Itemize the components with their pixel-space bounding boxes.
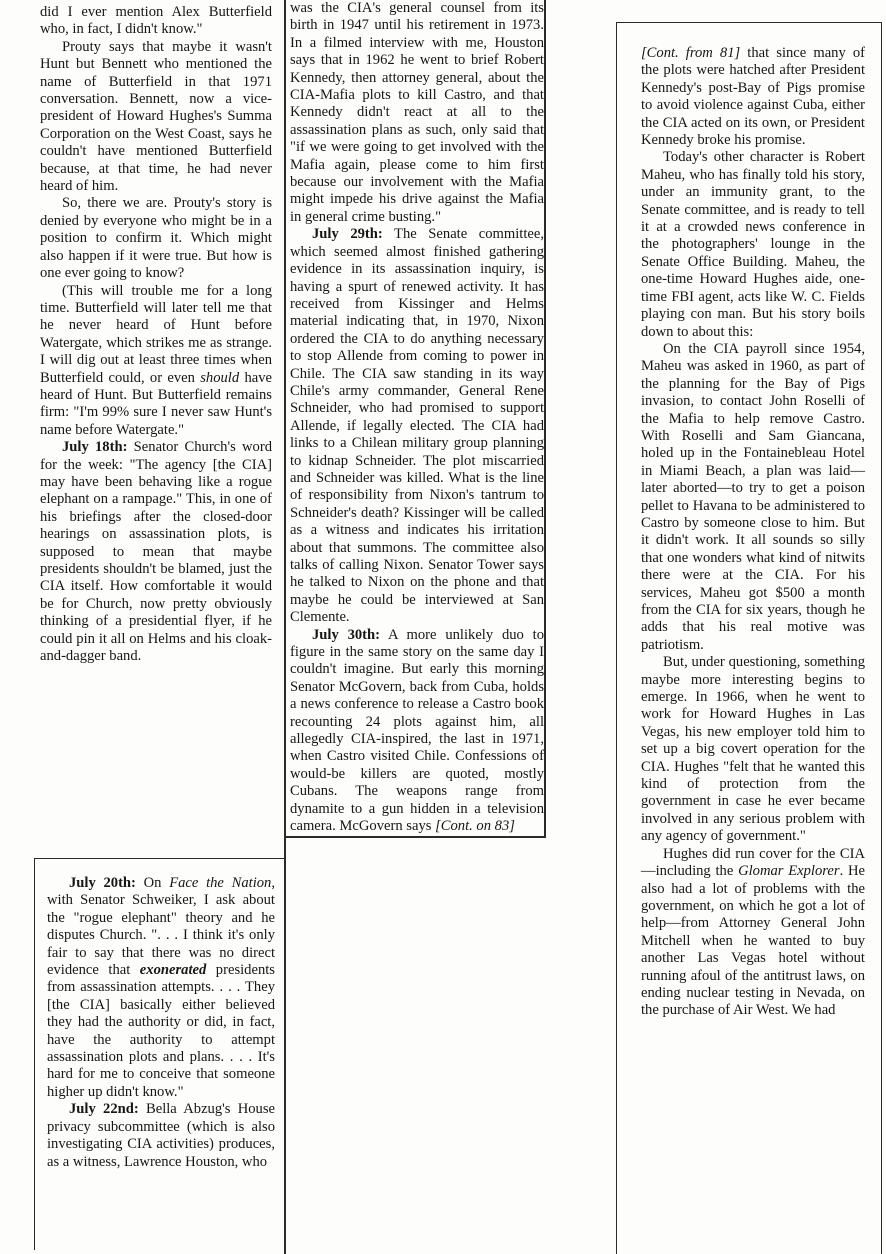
text-run: have heard of Hunt. But Butterfield remains firm: "I'm 99% sure I never saw Hunt's name before Watergate." — [40, 369, 272, 438]
paragraph — [641, 45, 865, 149]
boxed-section-text — [47, 875, 275, 1171]
column-3-text — [641, 45, 865, 1020]
emphasis: should — [200, 369, 240, 386]
paragraph: was the CIA's general counsel from its birth in 1947 until his retirement in 1973. In a filmed interview with me, Houston says that in 1962 he went to brief Robert Kennedy, then attorney general, about the CIA-Mafia plots to kill Castro, and that Kennedy didn't react at all to the assassination plans as such, only said that "if we were going to get involved with the Mafia again, please come to him first because our involvement with the Mafia might impede his drive against the Mafia in general crime busting." — [290, 0, 544, 225]
paragraph: But, under questioning, something maybe more interesting begins to emerge. In 1966, when he went to work for Howard Hughes in Las Vegas, his new employer told him to set up a big covert operation for the CIA. Hughes "felt that he wanted this kind of protection from the government in case he ever became involved in any serious problem with any agency of government." — [641, 654, 865, 845]
paragraph — [40, 283, 272, 440]
text-run: (This will trouble me for a long time. Butterfield will later tell me that he never heard of Hunt before Watergate, which strikes me as strange. I will dig out at least three times when Butterfield could, or even — [40, 282, 272, 386]
continuation-note: [Cont. from 81] — [641, 45, 741, 61]
text-run: Hughes did run cover for the CIA—including the — [641, 845, 865, 880]
date-heading: July 22nd: — [69, 1101, 139, 1118]
date-heading: July 30th: — [312, 626, 380, 643]
column-rule-right — [544, 0, 546, 838]
paragraph — [47, 875, 275, 1101]
paragraph — [290, 226, 544, 626]
text-run: , with Senator Schweiker, I ask about the "rogue elephant" theory and he disputes Church. ". . . I think it's only fair to say that there was no direct evidence that — [47, 875, 276, 979]
text-run: Senator Church's word for the week: "The agency [the CIA] may have been behaving like a rogue elephant on a rampage." This, in one of his briefings after the closed-door hearings on assassination plots, is supposed to mean that maybe presidents shouldn't be blamed, just the CIA itself. How comfortable it would be for Church, now pretty obviously thinking of a presidential flyer, if he could pin it all on Helms and his cloak-and-dagger band. — [40, 439, 272, 665]
emphasis: exonerated — [139, 962, 207, 979]
paragraph: On the CIA payroll since 1954, Maheu was asked in 1960, as part of the planning for the Bay of Pigs invasion, to contact John Roselli of the Mafia to help remove Castro. With Roselli and Sam Giancana, holed up in the Fontainebleau Hotel in Miami Beach, a plan was laid—later aborted—to try to get a poison pellet to Havana to be administered to Castro by someone close to him. But it didn't work. It all sounds so silly that one wonders what kind of nitwits there were at the CIA. For his services, Maheu got $500 a month from the CIA for six years, though he adds that his real motive was patriotism. — [641, 340, 865, 653]
text-run: that since many of the plots were hatched after President Kennedy's post-Bay of Pigs promise to avoid violence against Cuba, either the CIA acted on its own, or President Kennedy broke his promise. — [641, 45, 866, 149]
column-2 — [290, 0, 544, 836]
paragraph: Today's other character is Robert Maheu, who has finally told his story, under an immunity grant, to the Senate committee, and is ready to tell it at a crowded news conference in the photographers' lounge in the Senate Office Building. Maheu, the one-time Howard Hughes aide, one-time FBI agent, acts like W. C. Fields playing con man. But his story boils down to about this: — [641, 149, 865, 340]
paragraph: Prouty says that maybe it wasn't Hunt but Bennett who mentioned the name of Butterfield in that 1971 conversation. Bennett, now a vice-president of Howard Hughes's Summa Corporation on the West Coast, says he couldn't have mentioned Butterfield because, at that time, he had never heard of him. — [40, 38, 272, 195]
text-run: A more unlikely duo to figure in the same story on the same day I couldn't imagine. But early this morning Senator McGovern, back from Cuba, holds a news conference to release a Castro book recounting 24 plots against him, all allegedly CIA-inspired, the last in 1971, when Castro visited Chile. Confessions of would-be killers are quoted, mostly Cubans. The weapons range from dynamite to a gun hidden in a television camera. McGovern says — [290, 626, 544, 835]
text-run: On — [135, 875, 170, 891]
emphasis: Glomar Explorer — [738, 863, 840, 880]
text-run: The Senate committee, which seemed almost finished gathering evidence in its assassination inquiry, is having a spurt of renewed activity. It has received from Kissinger and Helms material indicating that, in 1970, Nixon ordered the CIA to do anything necessary to stop Allende from coming to power in Chile. The CIA saw standing in its way Chile's army commander, General Rene Schneider, who had promised to support Allende, if legally elected. The CIA had links to a Chilean military group planning to kidnap Schneider. The plot miscarried and Schneider was killed. What is the line of responsibility from Nixon's tantrum to Schneider's death? Kissinger will be called as a witness and indicates his irritation about that summons. The committee also talks of calling Nixon. Senator Tower says he talked to Nixon on the phone and that maybe he could be interviewed at San Clemente. — [290, 226, 544, 626]
column-1 — [40, 4, 272, 804]
paragraph — [40, 439, 272, 665]
paragraph — [641, 846, 865, 1020]
paragraph — [290, 627, 544, 836]
text-run: . He also had a lot of problems with the government, on which he got a lot of help—from Attorney General John Mitchell when he wanted to buy another Las Vegas hotel without running afoul of the antitrust laws, on ending nuclear testing in Nevada, on the purchase of Air West. We had — [641, 863, 865, 1019]
column-rule-bottom — [284, 836, 546, 838]
column-rule-lower — [284, 836, 286, 1254]
text-run: Bella Abzug's House privacy subcommittee (which is also investigating CIA activities) produces, as a witness, Lawrence Houston, who — [47, 1101, 275, 1170]
paragraph: did I ever mention Alex Butterfield who, in fact, I didn't know." — [40, 4, 272, 38]
continuation-note: [Cont. on 83] — [435, 818, 515, 835]
text-run: presidents from assassination attempts. . . . They [the CIA] basically either believed they had the authority or did, in fact, have the authority to attempt assassination plots and plans. . . . It's hard for me to conceive that someone higher up didn't know." — [47, 962, 275, 1100]
column-rule-left — [284, 0, 286, 836]
date-heading: July 29th: — [312, 226, 383, 243]
column-3 — [616, 22, 882, 1254]
paragraph: So, there we are. Prouty's story is denied by everyone who might be in a position to confirm it. Which might also happen if it were true. But how is one ever going to know? — [40, 195, 272, 282]
boxed-section — [34, 858, 284, 1250]
emphasis: Face the Nation — [169, 875, 272, 891]
date-heading: July 18th: — [62, 439, 128, 456]
date-heading: July 20th: — [69, 875, 136, 891]
paragraph — [47, 1101, 275, 1171]
